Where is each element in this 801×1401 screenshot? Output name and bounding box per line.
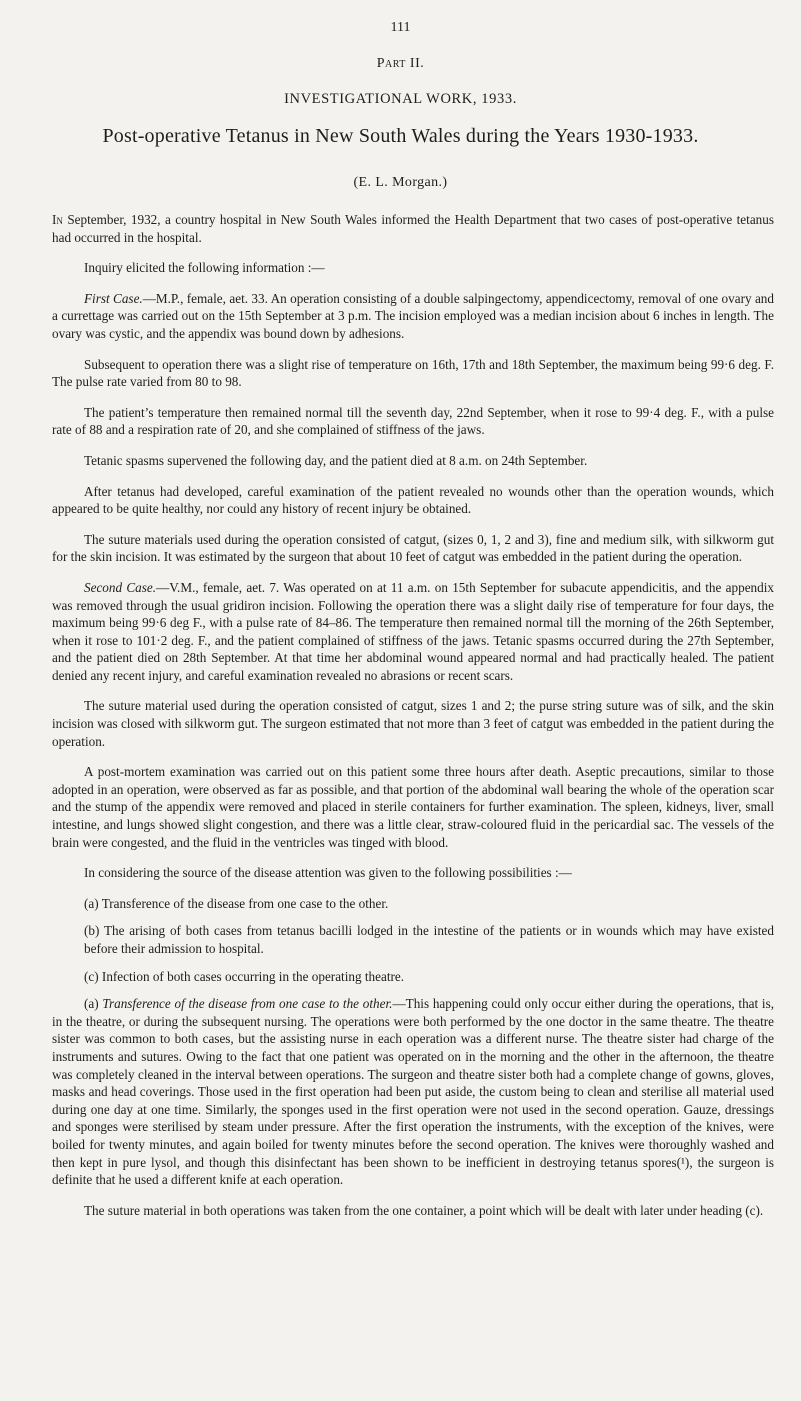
paragraph-first-case [52, 290, 774, 343]
paragraph-inquiry: Inquiry elicited the following information :— [84, 260, 325, 276]
transference-prefix: (a) [84, 996, 103, 1012]
section-heading: INVESTIGATIONAL WORK, 1933. [284, 91, 517, 107]
paragraph-suture-materials-first: The suture materials used during the operation consisted of catgut, (sizes 0, 1, 2 and 3), fine and medium silk, with silkworm gut for the skin incision. It was estimated by the surgeon that about 10 feet of catgut was embedded in the patient during the operation. [52, 531, 774, 565]
paragraph-suture-materials-second: The suture material used during the operation consisted of catgut, sizes 1 and 2; the purse string suture was of silk, and the skin incision was closed with silkworm gut. The surgeon estimated that not more than 3 feet of catgut was embedded in the patient during the operation. [52, 698, 774, 749]
paragraph-tetanic-spasms: Tetanic spasms supervened the following day, and the patient died at 8 a.m. on 24th September. [84, 452, 588, 468]
intro-text: September, 1932, a country hospital in New South Wales informed the Health Department that two cases of post-operative tetanus had occurred in the hospital. [52, 212, 774, 245]
paragraph-post-mortem: A post-mortem examination was carried out on this patient some three hours after death. Aseptic precautions, similar to those adopted in an operation, were observed as far as possible, and that portion of the abdominal wall bearing the whole of the operation scar and the stump of the appendix were removed and placed in sterile containers for further examination. The spleen, kidneys, liver, small intestine, and lungs showed slight congestion, and there was a little clear, straw-coloured fluid in the pericardial sac. The vessels of the brain were congested, and the fluid in the ventricles was tinged with blood. [52, 764, 774, 850]
paragraph-seventh-day: The patient’s temperature then remained normal till the seventh day, 22nd September, when it rose to 99·4 deg. F., with a pulse rate of 88 and a respiration rate of 20, and she complained of stiffness of the jaws. [52, 404, 774, 438]
part-heading: Part II. [376, 56, 425, 71]
paragraph-possibilities: In considering the source of the disease attention was given to the following possibilities :— [84, 865, 572, 881]
first-case-text: —M.P., female, aet. 33. An operation consisting of a double salpingectomy, appendicectomy, removal of one ovary and a currettage was carried out on the 15th September at 3 p.m. The incision employed was a median incision about 6 inches in length. The ovary was cystic, and the appendix was bound down by adhesions. [52, 290, 774, 341]
page-number: 111 [390, 20, 411, 35]
paragraph-transference [52, 995, 774, 1189]
second-case-label: Second Case. [84, 579, 157, 595]
article-body [52, 211, 774, 1232]
author-line: (E. L. Morgan.) [353, 175, 448, 190]
first-case-label: First Case. [84, 290, 143, 306]
possibility-a: (a) Transference of the disease from one case to the other. [84, 895, 389, 911]
transference-text: —This happening could only occur either during the operations, that is, in the theatre, or during the subsequent nursing. The operations were both performed by the one doctor in the same theatre. The theatre sister was common to both cases, but the assisting nurse in each operation was a different nurse. The theatre sister had charge of the instruments and sutures. Owing to the fact that one patient was operated on in the morning and the other in the afternoon, the theatre was completely cleaned in the interval between operations. The surgeon and theatre sister both had a complete change of gowns, gloves, masks and head coverings. Those used in the first operation had been put aside, the custom being to clean and sterilise all material used during one day at one time. Similarly, the sponges used in the first operation were not used in the second operation. Gauze, dressings and sponges were sterilised by steam under pressure. After the first operation the instruments, with the exception of the knives, were boiled for twenty minutes, and again boiled for twenty minutes before the second operation. The knives were thoroughly washed and then kept in pure lysol, and though this disinfectant has been shown to be inefficient in destroying tetanus spores(¹), the surgeon is definite that he used a different knife at each operation. [52, 996, 775, 1188]
possibility-c: (c) Infection of both cases occurring in the operating theatre. [84, 968, 405, 984]
transference-label: Transference of the disease from one case to the other. [102, 996, 393, 1012]
article-title: Post-operative Tetanus in New South Wales during the Years 1930-1933. [102, 125, 699, 147]
second-case-text: —V.M., female, aet. 7. Was operated on at 11 a.m. on 15th September for subacute appendicitis, and the appendix was removed through the usual gridiron incision. Following the operation there was a slight daily rise of temperature for four days, the maximum being 99·6 deg F., with a pulse rate of 84–86. The temperature then remained normal till the morning of the 26th September, when it rose to 101·2 deg. F., and the patient complained of stiffness of the jaws. Tetanic spasms occurred during the 27th September, and the patient died on 28th September. At that time her abdominal wound appeared normal and had practically healed. The patient denied any recent injury, and careful examination revealed no abrasions or recent scars. [52, 579, 774, 683]
possibility-b: (b) The arising of both cases from tetanus bacilli lodged in the intestine of the patients or in wounds which may have existed before their admission to hospital. [84, 923, 774, 956]
intro-lead-word: In [52, 212, 63, 227]
paragraph-suture-container: The suture material in both operations was taken from the one container, a point which will be dealt with later under heading (c). [84, 1202, 764, 1218]
paragraph-second-case [52, 579, 774, 685]
paragraph-examination: After tetanus had developed, careful examination of the patient revealed no wounds other than the operation wounds, which appeared to be quite healthy, nor could any history of recent injury be obtained. [52, 483, 774, 517]
paragraph-intro [52, 211, 774, 246]
paragraph-temperature-rise: Subsequent to operation there was a slight rise of temperature on 16th, 17th and 18th September, the maximum being 99·6 deg. F. The pulse rate varied from 80 to 98. [52, 356, 774, 390]
